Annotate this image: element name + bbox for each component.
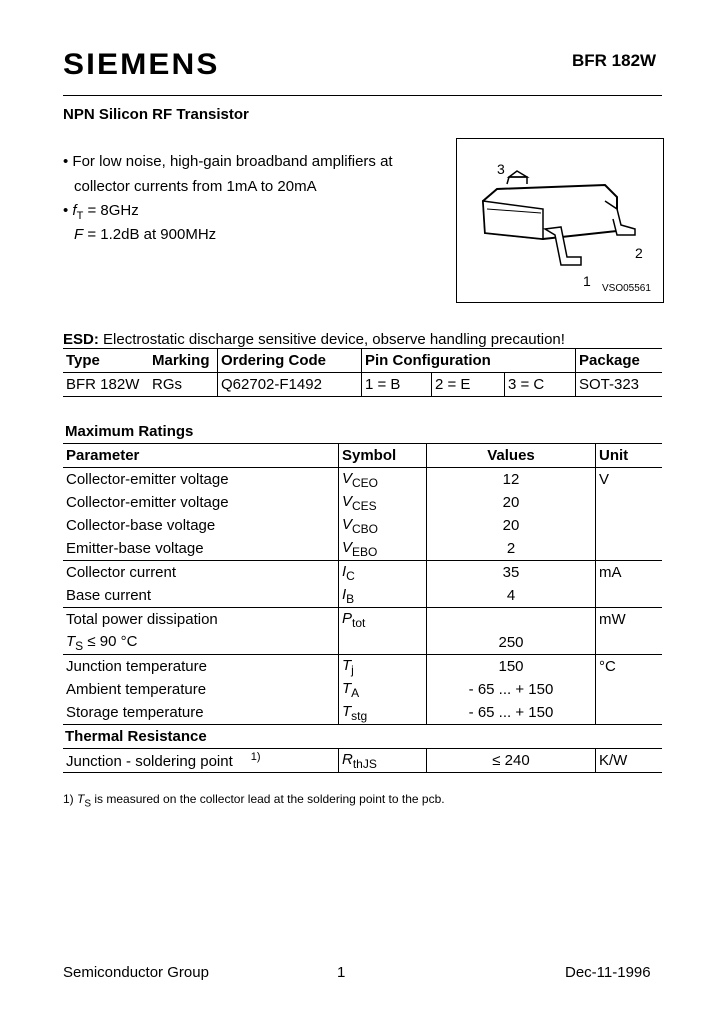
package-code: VSO05561 xyxy=(602,283,651,294)
pin3-label: 3 xyxy=(497,161,505,177)
table-row: Storage temperature $T_{stg}$ - 65 ... + 150 xyxy=(63,701,662,725)
col-values: Values xyxy=(427,444,596,468)
feature-line-1: • For low noise, high-gain broadband amplifiers at xyxy=(63,153,393,170)
pin2-label: 2 xyxy=(635,245,643,261)
cell-marking: RGs xyxy=(152,376,182,393)
cell-package: SOT-323 xyxy=(576,373,663,397)
table-row: Collector-base voltage $V_{CBO}$ 20 xyxy=(63,514,662,537)
esd-warning: ESD: Electrostatic discharge sensitive device, observe handling precaution! xyxy=(63,331,565,348)
table-row: Base current $I_B$ 4 xyxy=(63,584,662,608)
sot323-package-image xyxy=(457,139,663,302)
footer-date: Dec-11-1996 xyxy=(565,964,651,981)
table-row: $T_S \le 90$ °C 250 xyxy=(63,631,662,655)
cell-type: BFR 182W xyxy=(66,376,140,393)
footer-page: 1 xyxy=(337,964,346,981)
ordering-table xyxy=(63,348,662,397)
footnote: 1) $T_S$ is measured on the collector lead at the soldering point to the pcb. xyxy=(63,792,445,810)
page-subtitle: NPN Silicon RF Transistor xyxy=(63,106,249,123)
siemens-logo: SIEMENS xyxy=(63,48,220,81)
col-symbol: Symbol xyxy=(339,444,427,468)
table-row: Ambient temperature $T_A$ - 65 ... + 150 xyxy=(63,678,662,701)
max-ratings-table xyxy=(63,443,662,773)
col-pin-configuration: Pin Configuration xyxy=(362,349,576,373)
table-row: Total power dissipation $P_{tot}$ mW xyxy=(63,608,662,632)
package-drawing xyxy=(456,138,664,303)
cell-pin3: 3 = C xyxy=(505,373,576,397)
table-row: Emitter-base voltage $V_{EBO}$ 2 xyxy=(63,537,662,561)
cell-ordering-code: Q62702-F1492 xyxy=(218,373,362,397)
col-parameter: Parameter xyxy=(66,447,140,464)
thermal-title: Thermal Resistance xyxy=(65,728,207,745)
table-row: Collector-emitter voltage $V_{CES}$ 20 xyxy=(63,491,662,514)
ordering-header-row xyxy=(63,349,662,373)
header-divider xyxy=(63,95,662,96)
table-row: Collector-emitter voltage $V_{CEO}$ 12 V xyxy=(63,468,662,492)
pin1-label: 1 xyxy=(583,273,591,289)
thermal-title-row xyxy=(63,725,662,749)
ordering-row xyxy=(63,373,662,397)
table-row: Junction temperature $T_j$ 150 °C xyxy=(63,655,662,679)
max-ratings-title: Maximum Ratings xyxy=(65,423,194,440)
ratings-header-row xyxy=(63,444,662,468)
feature-noise: F = 1.2dB at 900MHz xyxy=(74,226,217,243)
col-package: Package xyxy=(576,349,663,373)
cell-pin1: 1 = B xyxy=(362,373,432,397)
col-type: Type xyxy=(66,352,100,369)
col-unit: Unit xyxy=(596,444,663,468)
part-number: BFR 182W xyxy=(572,51,657,70)
table-row: Collector current $I_C$ 35 mA xyxy=(63,561,662,585)
footer-group: Semiconductor Group xyxy=(63,964,209,981)
feature-line-2: collector currents from 1mA to 20mA xyxy=(74,178,317,195)
cell-pin2: 2 = E xyxy=(432,373,505,397)
table-row: Junction - soldering point $^{1)}$ $R_{thJS}$ ≤ 240 K/W xyxy=(63,749,662,773)
col-marking: Marking xyxy=(152,352,210,369)
feature-ft: • $f_T = 8GHz$ xyxy=(63,202,139,222)
col-ordering-code: Ordering Code xyxy=(218,349,362,373)
